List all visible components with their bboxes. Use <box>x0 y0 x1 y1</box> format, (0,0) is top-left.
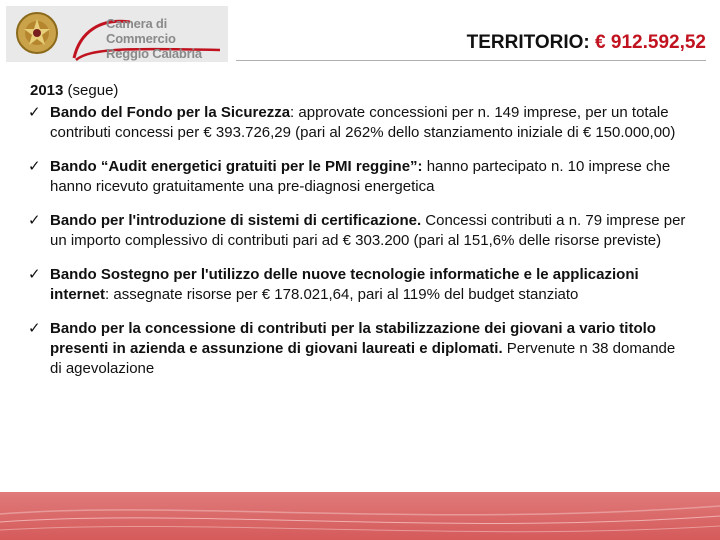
checkmark-icon: ✓ <box>28 104 41 121</box>
bullet-title: Bando per l'introduzione di sistemi di certificazione. <box>50 212 422 229</box>
year-label: 2013 <box>30 82 64 99</box>
footer-wave-decoration <box>0 492 720 540</box>
bullet-title: Bando per la concessione di contributi per la stabilizzazione dei giovani a vario titolo presenti in azienda e assunzione di giovani laureati e diplomati. <box>50 320 656 357</box>
bullet-title: Bando “Audit energetici gratuiti per le PMI reggine”: <box>50 158 423 175</box>
header-divider <box>236 60 706 61</box>
list-item <box>30 265 690 305</box>
bullet-text: hanno partecipato n. 10 imprese che hanno ricevuto gratuitamente una pre-diagnosi energetica <box>50 158 671 195</box>
list-item <box>30 157 690 197</box>
checkmark-icon: ✓ <box>28 320 41 337</box>
header <box>0 0 720 64</box>
bullet-text: : approvate concessioni per n. 149 imprese, per un totale contributi concessi per € 393.726,29 (pari al 262% dello stanziamento iniziale di € 150.000,00) <box>50 104 676 141</box>
bullet-list <box>30 103 690 379</box>
bullet-text: Concessi contributi a n. 79 imprese per un importo complessivo di contributi pari ad € 303.200 (pari al 151,6% delle risorse previste) <box>50 212 686 249</box>
bullet-text: : assegnate risorse per € 178.021,64, pari al 119% del budget stanziato <box>105 286 579 303</box>
coat-of-arms-icon <box>14 10 60 56</box>
checkmark-icon: ✓ <box>28 266 41 283</box>
list-item <box>30 319 690 379</box>
logo-text <box>106 16 230 61</box>
year-heading <box>30 81 690 101</box>
page-title <box>467 32 706 54</box>
checkmark-icon: ✓ <box>28 212 41 229</box>
year-note: (segue) <box>67 82 119 99</box>
footer-bar <box>0 492 720 540</box>
logo-line-2: Reggio Calabria <box>106 46 202 61</box>
bullet-title: Bando Sostegno per l'utilizzo delle nuove tecnologie informatiche e le applicazioni internet <box>50 266 639 303</box>
slide-body <box>30 81 690 393</box>
logo-line-1: Camera di Commercio <box>106 16 176 46</box>
list-item <box>30 103 690 143</box>
bullet-title: Bando del Fondo per la Sicurezza <box>50 104 291 121</box>
bullet-text: Pervenute n 38 domande di agevolazione <box>50 340 676 377</box>
chamber-logo <box>6 6 228 62</box>
list-item <box>30 211 690 251</box>
checkmark-icon: ✓ <box>28 158 41 175</box>
title-label: TERRITORIO: <box>466 32 590 53</box>
title-amount: € 912.592,52 <box>595 32 706 53</box>
